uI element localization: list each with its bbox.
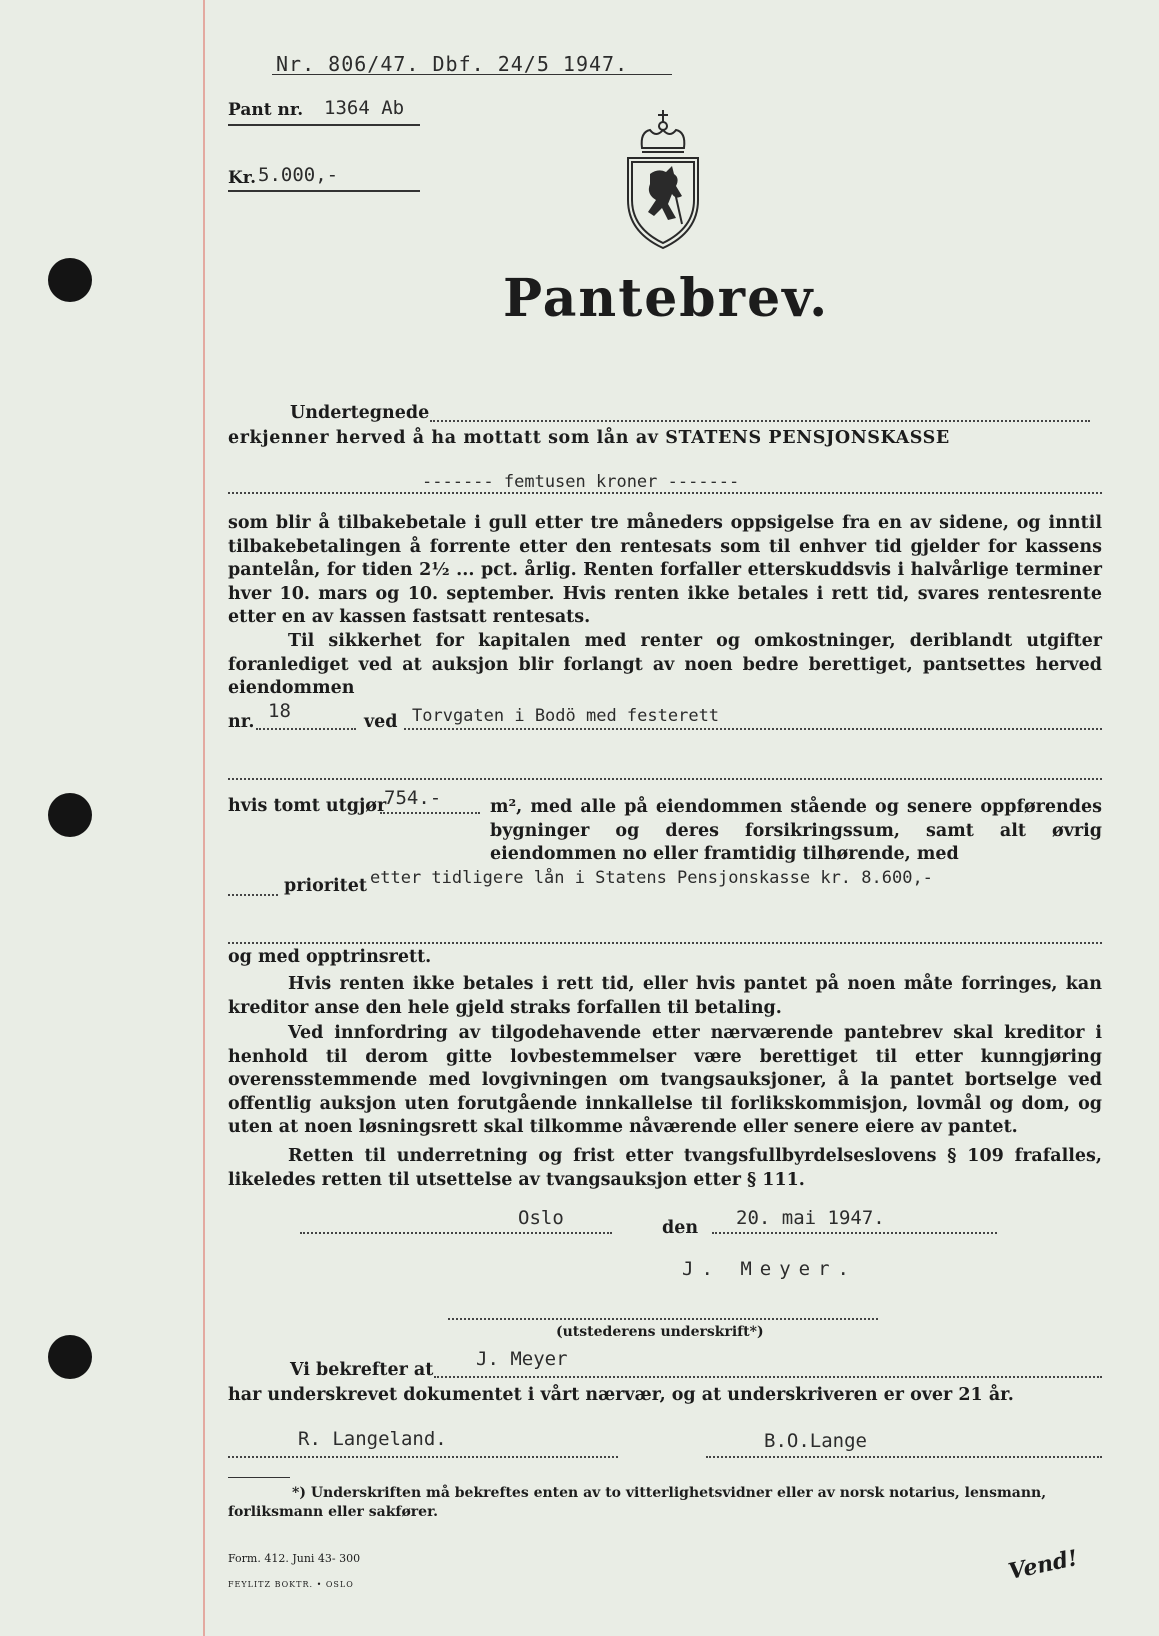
norwegian-coat-of-arms-icon <box>620 108 706 252</box>
footnote-rule <box>228 1477 290 1478</box>
amount-dotted-line <box>228 492 1102 494</box>
underskrift-label: (utstederens underskrift*) <box>556 1324 764 1340</box>
ved-value: Torvgaten i Bodö med festerett <box>412 706 720 726</box>
bekrefter-label: Vi bekrefter at <box>290 1360 434 1380</box>
tomt-label: hvis tomt utgjør <box>228 796 387 816</box>
bekrefter-name: J. Meyer <box>476 1348 568 1370</box>
kr-label: Kr. <box>228 168 257 188</box>
prioritet-label: prioritet <box>284 876 367 896</box>
signature-dotted-line <box>448 1318 878 1320</box>
witness-2-dotted-line <box>706 1456 1102 1458</box>
undertegnede-dotted-line <box>430 420 1090 422</box>
margin-line <box>203 0 205 1636</box>
paragraph-enforcement: Ved innfordring av tilgodehavende etter nærværende pantebrev skal kreditor i henhold til derom gitte lovbestemmelser være berettiget til etter kunngjøring overensstemmende med lovgivningen om tvangsauksjoner, å la pantet bortselge ved offentlig auksjon uten forutgående innkallelse til forlikskommisjon, lovmål og dom, og uten at noen løsningsrett skal tilkomme nåværende eller senere eiere av pantet. <box>228 1023 1102 1137</box>
ved-label: ved <box>364 712 398 732</box>
blank-dotted-line <box>228 778 1102 780</box>
nr-dotted-line <box>256 728 356 730</box>
bekrefter-dotted-line <box>434 1376 1102 1378</box>
pant-value: 1364 Ab <box>324 97 405 119</box>
tomt-dotted-line <box>380 812 480 814</box>
tomt-value: 754.- <box>384 787 442 809</box>
reference-line: Nr. 806/47. Dbf. 24/5 1947. <box>276 52 629 76</box>
vend-note: Vend! <box>1006 1544 1081 1586</box>
den-label: den <box>662 1218 699 1238</box>
paragraph-default: Hvis renten ikke betales i rett tid, eller hvis pantet på noen måte forringes, kan kreditor anse den hele gjeld straks forfallen til betaling. <box>228 974 1102 1018</box>
undertegnede-label: Undertegnede <box>290 403 430 423</box>
prioritet-value: etter tidligere lån i Statens Pensjonskasse kr. 8.600,- <box>370 868 933 888</box>
witness-1-name: R. Langeland. <box>298 1428 447 1450</box>
tomt-description: m², med alle på eiendommen stående og senere oppførendes bygninger og deres forsikringssum, samt alt øvrig eiendommen no eller framtidig tilhørende, med <box>490 797 1102 864</box>
prioritet-dotted-line <box>228 942 1102 944</box>
kr-value: 5.000,- <box>258 164 339 186</box>
form-number: Form. 412. Juni 43- 300 <box>228 1552 361 1565</box>
date-dotted-line <box>712 1232 997 1234</box>
typed-name: J. Meyer. <box>682 1258 857 1280</box>
footnote-text: *) Underskriften må bekreftes enten av to vitterlighetsvidner eller av norsk notarius, lensmann, forliksmann eller sakfører. <box>228 1485 1047 1520</box>
erkjenner-line: erkjenner herved å ha mottatt som lån av STATENS PENSJONSKASSE <box>228 428 950 448</box>
paragraph-repayment: som blir å tilbakebetale i gull etter tre måneders oppsigelse fra en av sidene, og inntil tilbakebetalingen å forrente etter den rentesats som til enhver tid gjelder for kassens pantelån, for tiden 2½ ... pct. årlig. Renten forfaller etterskuddsvis i halvårlige terminer hver 10. mars og 10. september. Hvis renten ikke betales i rett tid, svares rentesrente etter en av kassen fastsatt rentesats. <box>228 513 1102 627</box>
punch-hole <box>48 258 92 302</box>
paragraph-security: Til sikkerhet for kapitalen med renter og omkostninger, deriblandt utgifter foranlediget ved at auksjon blir forlangt av noen bedre berettiget, pantsettes herved eiendommen <box>228 631 1102 698</box>
place-value: Oslo <box>518 1207 564 1229</box>
amount-words: ------- femtusen kroner ------- <box>418 472 743 492</box>
place-dotted-line <box>300 1232 612 1234</box>
reference-underline <box>272 74 672 75</box>
page-title: Pantebrev. <box>503 268 830 329</box>
punch-hole <box>48 793 92 837</box>
opptrinsrett-line: og med opptrinsrett. <box>228 947 432 967</box>
nr-label: nr. <box>228 712 255 732</box>
punch-hole <box>48 1335 92 1379</box>
ved-dotted-line <box>404 728 1102 730</box>
witness-2-name: B.O.Lange <box>764 1430 867 1452</box>
witness-1-dotted-line <box>228 1456 618 1458</box>
pant-label: Pant nr. <box>228 100 304 120</box>
paragraph-rights: Retten til underretning og frist etter tvangsfullbyrdelseslovens § 109 frafalles, likeledes retten til utsettelse av tvangsauksjon etter § 111. <box>228 1146 1102 1190</box>
statement-line: har underskrevet dokumentet i vårt nærvær, og at underskriveren er over 21 år. <box>228 1385 1014 1405</box>
printer-mark: FEYLITZ BOKTR. • OSLO <box>228 1580 354 1589</box>
nr-value: 18 <box>268 700 291 722</box>
pant-underline <box>228 124 420 126</box>
kr-underline <box>228 190 420 192</box>
date-value: 20. mai 1947. <box>736 1207 885 1229</box>
prioritet-lead-dots <box>228 894 278 896</box>
